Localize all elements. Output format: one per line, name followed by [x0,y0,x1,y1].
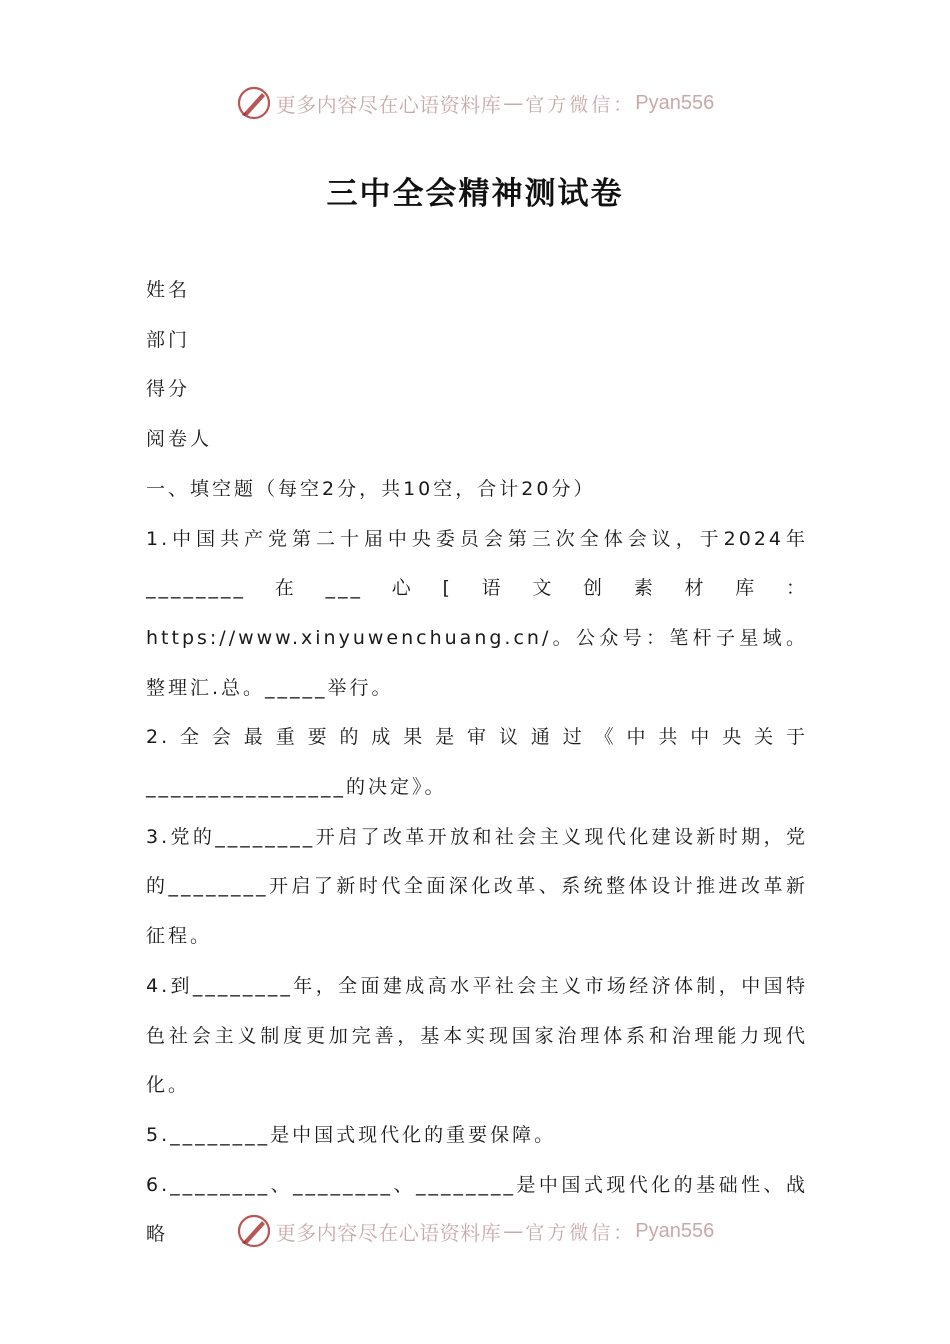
watermark-wechat-id: Pyan556 [635,91,715,114]
document-body [146,266,808,1260]
field-grader-label: 阅卷人 [146,428,213,451]
page-title: 三中全会精神测试卷 [326,176,624,212]
section-heading: 一、填空题（每空2分，共10空，合计20分） [146,477,596,500]
pen-logo-icon [236,1213,272,1249]
field-name-label: 姓名 [146,279,191,301]
field-score-label: 得分 [146,378,191,401]
field-department-label: 部门 [146,328,191,351]
question-2: 2.全会最重要的成果是审议通过《中共中央关于________________的决定》。 [146,726,808,799]
pen-logo-icon [236,85,272,121]
watermark-separator: — [503,91,524,115]
watermark-wechat-label: 官方微信： [525,1221,636,1244]
header-watermark [0,83,950,123]
question-5: 5.________是中国式现代化的重要保障。 [146,1123,557,1146]
watermark-wechat-id: Pyan556 [635,1219,715,1242]
question-3: 3.党的________开启了改革开放和社会主义现代化建设新时期，党的________开启了新时代全面深化改革、系统整体设计推进改革新征程。 [146,825,808,948]
question-1: 1.中国共产党第二十届中央委员会第三次全体会议，于2024年________在___心[语文创素材库：https://www.xinyuwenchuang.cn/。公众号：笔杆子星域。整理汇.总。_____举行。 [146,527,808,699]
question-4: 4.到________年，全面建成高水平社会主义市场经济体制，中国特色社会主义制度更加完善，基本实现国家治理体系和治理能力现代化。 [146,974,808,1097]
question-6: 6.________、________、________是中国式现代化的基础性、战略 [146,1173,808,1246]
footer-watermark [0,1211,950,1251]
watermark-site: 更多内容尽在心语资料库 [275,92,502,117]
watermark-site: 更多内容尽在心语资料库 [275,1220,502,1245]
watermark-separator: — [503,1219,524,1243]
watermark-wechat-label: 官方微信： [525,93,636,116]
